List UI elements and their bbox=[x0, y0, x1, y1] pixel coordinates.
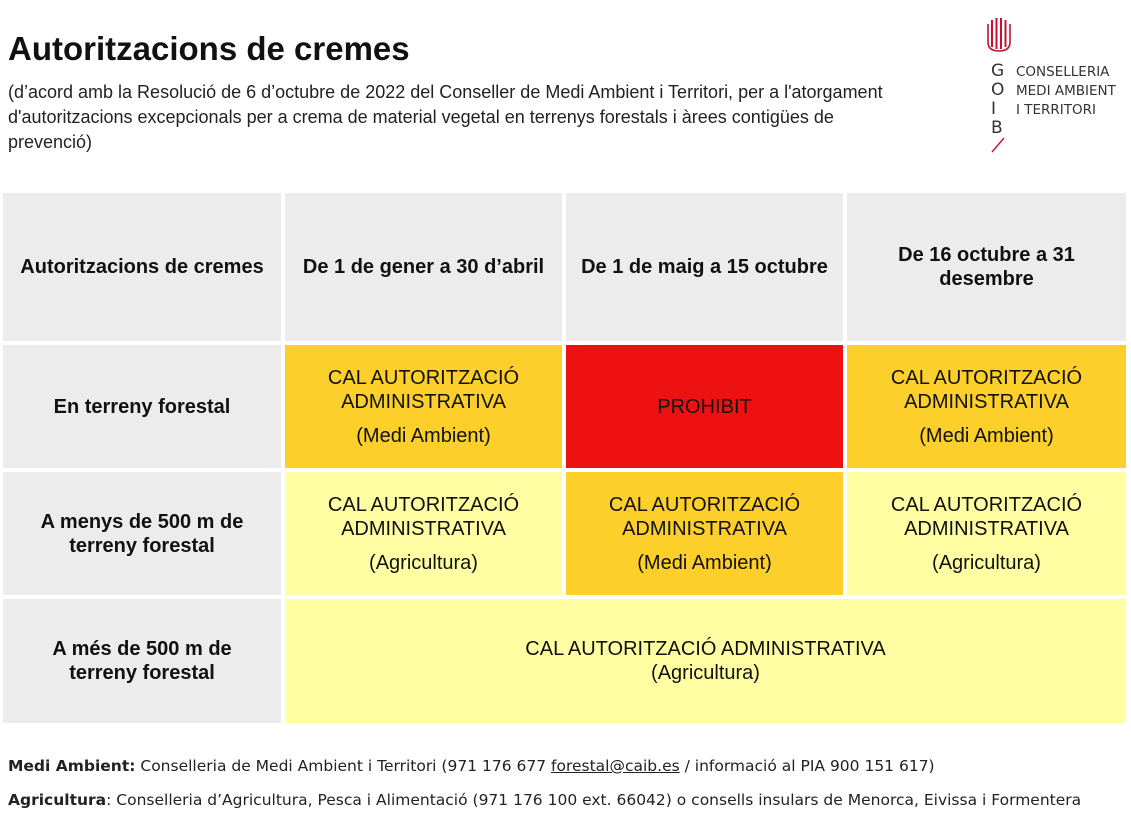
cell-sub-text: (Agricultura) bbox=[369, 551, 478, 574]
cell-sub-text: (Medi Ambient) bbox=[919, 424, 1054, 447]
authorization-table bbox=[3, 193, 1126, 729]
cell-main-text: CAL AUTORITZACIÓ ADMINISTRATIVA bbox=[327, 493, 520, 540]
table-corner-header: Autoritzacions de cremes bbox=[3, 193, 281, 341]
row-header-over-500m: A més de 500 m de terreny forestal bbox=[3, 599, 281, 723]
column-header-may-oct: De 1 de maig a 15 octubre bbox=[566, 193, 843, 341]
cell-under500-oct-dec bbox=[847, 472, 1126, 595]
cell-under500-may-oct bbox=[566, 472, 843, 595]
goib-stripes-icon bbox=[987, 18, 1011, 52]
footer-medi-text-after: / informació al PIA 900 151 617) bbox=[679, 757, 935, 775]
row-header-forest: En terreny forestal bbox=[3, 345, 281, 468]
row-header-under-500m: A menys de 500 m de terreny forestal bbox=[3, 472, 281, 595]
cell-sub-text: (Agricultura) bbox=[651, 662, 760, 684]
cell-main-text: CAL AUTORITZACIÓ ADMINISTRATIVA bbox=[327, 366, 520, 413]
cell-under500-jan-apr bbox=[285, 472, 562, 595]
footer-medi-label: Medi Ambient: bbox=[8, 757, 136, 775]
footer-email-link[interactable]: forestal@caib.es bbox=[551, 757, 680, 775]
cell-over500-all-year bbox=[285, 599, 1126, 723]
cell-main-text: CAL AUTORITZACIÓ ADMINISTRATIVA bbox=[608, 493, 801, 540]
cell-sub-text: (Medi Ambient) bbox=[637, 551, 772, 574]
logo-slash-icon bbox=[991, 137, 1005, 153]
cell-main-text: CAL AUTORITZACIÓ ADMINISTRATIVA bbox=[890, 366, 1083, 413]
page-subtitle: (d’acord amb la Resolució de 6 d’octubre de 2022 del Conseller de Medi Ambient i Territori, per a l'atorgament d'autoritzacions excepcionals per a crema de material vegetal en terrenys forestals i àrees contigües de prevenció) bbox=[8, 82, 883, 152]
column-header-oct-dec: De 16 octubre a 31 desembre bbox=[847, 193, 1126, 341]
footer-medi-ambient bbox=[8, 756, 935, 776]
cell-main-text: CAL AUTORITZACIÓ ADMINISTRATIVA bbox=[890, 493, 1083, 540]
cell-forest-jan-apr bbox=[285, 345, 562, 468]
page-title: Autoritzacions de cremes bbox=[8, 30, 410, 67]
cell-main-text: PROHIBIT bbox=[657, 395, 752, 418]
goib-letters: G O I B bbox=[991, 61, 1005, 138]
cell-main-text: CAL AUTORITZACIÓ ADMINISTRATIVA bbox=[525, 638, 886, 660]
footer-medi-text: Conselleria de Medi Ambient i Territori (971 176 677 bbox=[135, 757, 552, 775]
cell-sub-text: (Medi Ambient) bbox=[356, 424, 491, 447]
footer-agricultura bbox=[8, 790, 1081, 810]
footer-agri-label: Agricultura bbox=[8, 791, 107, 809]
goib-logo bbox=[985, 18, 1125, 158]
logo-department: CONSELLERIA MEDI AMBIENT I TERRITORI bbox=[1016, 64, 1116, 118]
column-header-jan-apr: De 1 de gener a 30 d’abril bbox=[285, 193, 562, 341]
footer-agri-text: : Conselleria d’Agricultura, Pesca i Alimentació (971 176 100 ext. 66042) o consells insulars de Menorca, Eivissa i Formentera bbox=[106, 791, 1082, 809]
cell-forest-oct-dec bbox=[847, 345, 1126, 468]
cell-sub-text: (Agricultura) bbox=[932, 551, 1041, 574]
cell-forest-may-oct bbox=[566, 345, 843, 468]
